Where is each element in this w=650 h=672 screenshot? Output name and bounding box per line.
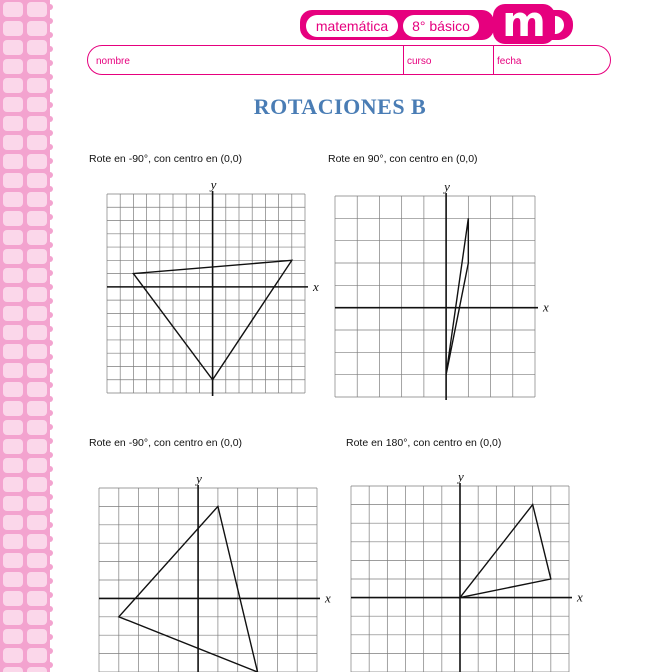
name-label: nombre: [96, 56, 130, 67]
subject-label: matemática: [306, 15, 398, 37]
exercise-4-instruction: Rote en 180°, con centro en (0,0): [346, 437, 502, 449]
y-axis-label: y: [458, 469, 464, 484]
exercise-2-instruction: Rote en 90°, con centro en (0,0): [328, 153, 478, 165]
x-axis-label: x: [543, 299, 549, 315]
y-axis-label: y: [210, 177, 217, 192]
y-axis-label: y: [196, 471, 202, 486]
date-label: fecha: [497, 56, 522, 67]
page-title: ROTACIONES B: [253, 94, 427, 119]
exercise-1-instruction: Rote en -90°, con centro en (0,0): [89, 153, 243, 165]
logo-m: m: [493, 4, 555, 44]
grade-label: 8° básico: [403, 15, 479, 37]
triangle-figure: [460, 505, 551, 598]
exercise-3-instruction: Rote en -90°, con centro en (0,0): [89, 437, 243, 449]
x-axis-label: x: [577, 589, 583, 605]
course-label: curso: [407, 56, 432, 67]
x-axis-label: x: [313, 278, 319, 294]
y-axis-label: y: [444, 179, 450, 194]
x-axis-label: x: [325, 590, 331, 606]
